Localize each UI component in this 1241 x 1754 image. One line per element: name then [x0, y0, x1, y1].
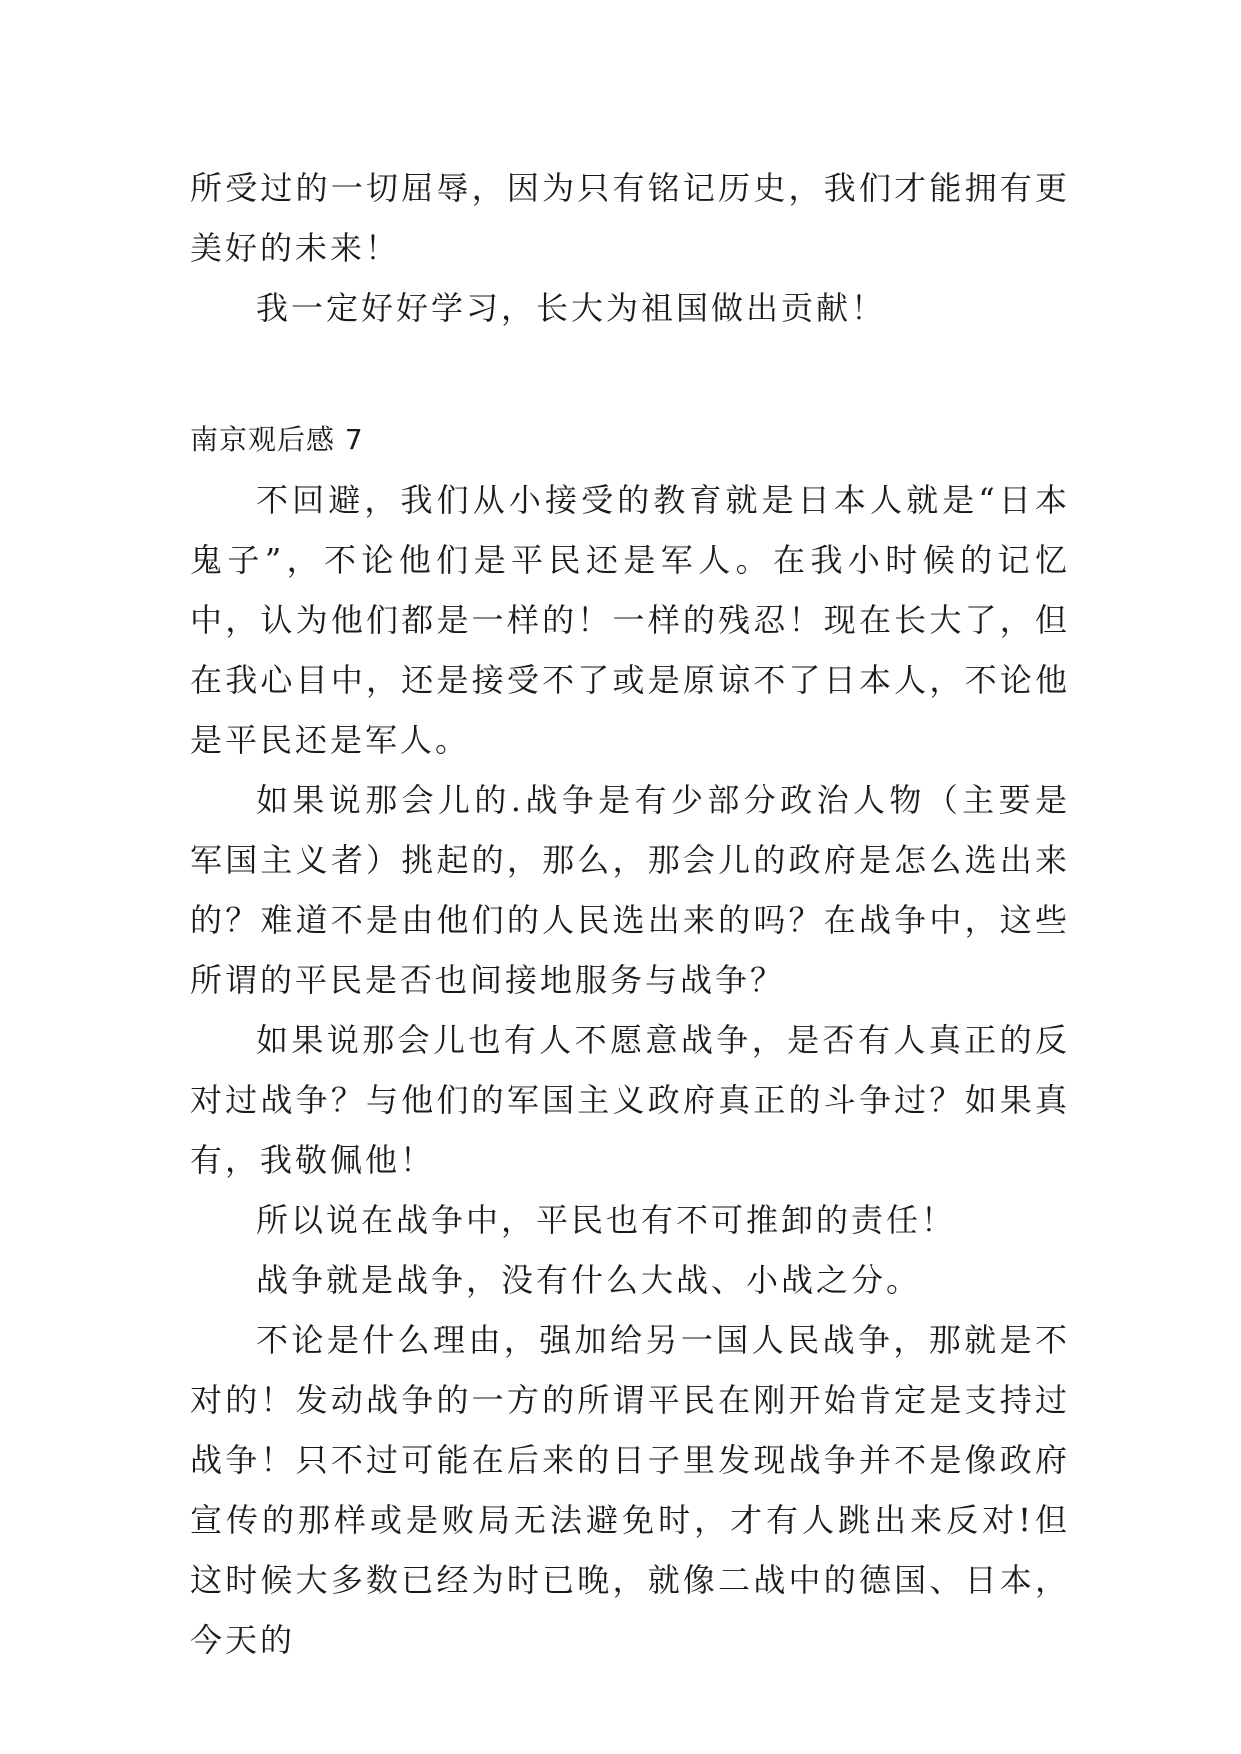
body-paragraph: 不论是什么理由，强加给另一国人民战争，那就是不对的！发动战争的一方的所谓平民在刚开始肯定是支持过战争！只不过可能在后来的日子里发现战争并不是像政府宣传的那样或是败局无法避免时，才有人跳出来反对!但这时候大多数已经为时已晚，就像二战中的德国、日本，今天的	[190, 1321, 1070, 1659]
body-paragraph: 如果说那会儿的.战争是有少部分政治人物（主要是军国主义者）挑起的，那么，那会儿的政府是怎么选出来的？难道不是由他们的人民选出来的吗？在战争中，这些所谓的平民是否也间接地服务与战争？	[190, 781, 1070, 999]
document-body	[190, 158, 1070, 1670]
section-title: 南京观后感 7	[190, 423, 364, 456]
body-paragraph: 如果说那会儿也有人不愿意战争，是否有人真正的反对过战争？与他们的军国主义政府真正的斗争过？如果真有，我敬佩他！	[190, 1021, 1070, 1179]
continued-paragraph: 所受过的一切屈辱，因为只有铭记历史，我们才能拥有更美好的未来！	[190, 169, 1070, 267]
body-paragraph: 所以说在战争中，平民也有不可推卸的责任！	[256, 1201, 957, 1239]
body-paragraph: 战争就是战争，没有什么大战、小战之分。	[256, 1261, 922, 1299]
closing-paragraph: 我一定好好学习，长大为祖国做出贡献！	[256, 289, 887, 327]
body-paragraph: 不回避，我们从小接受的教育就是日本人就是“日本鬼子”，不论他们是平民还是军人。在我小时候的记忆中，认为他们都是一样的！一样的残忍！现在长大了，但在我心目中，还是接受不了或是原谅不了日本人，不论他是平民还是军人。	[190, 481, 1070, 759]
